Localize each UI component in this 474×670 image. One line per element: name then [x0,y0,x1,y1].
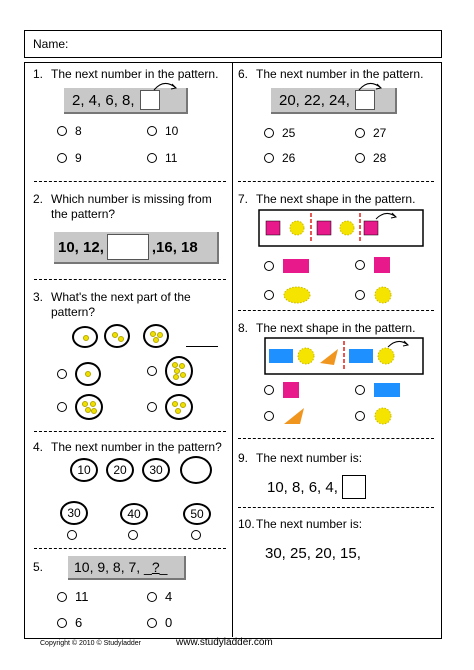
q8-option-a[interactable] [264,381,300,399]
q4-option-a-radio[interactable] [67,530,77,540]
dot [112,332,118,338]
q5-option-d[interactable]: 0 [147,615,172,630]
q4-option-c-radio[interactable] [191,530,201,540]
blue-rectangle-icon [373,382,401,398]
option-circle [165,394,193,420]
q6-option-d[interactable]: 28 [355,151,386,165]
radio-button[interactable] [264,153,274,163]
radio-button[interactable] [57,153,67,163]
dot [175,408,181,414]
radio-button[interactable] [57,126,67,136]
divider [34,431,226,432]
radio-button[interactable] [147,126,157,136]
dot [85,371,91,377]
q3-option-d[interactable] [147,394,193,420]
q4-option-circle-c: 50 [183,503,211,525]
dot [83,335,89,341]
q8-option-c[interactable] [264,406,306,426]
q8-option-b[interactable] [355,382,401,398]
divider [238,181,434,182]
q6-option-b[interactable]: 27 [355,126,386,140]
divider [34,548,226,549]
yellow-circle-icon [373,406,393,426]
q4-option-circle-b: 40 [120,503,148,525]
question-10: 10.The next number is: [238,517,363,531]
radio-button[interactable] [57,592,67,602]
q1-sequence-band: 2, 4, 6, 8, [64,88,188,114]
sequence-circle: 30 [142,458,170,482]
q10-sequence: 30, 25, 20, 15, [265,545,361,562]
q5-sequence-band: 10, 9, 8, 7, _ ? _ [68,556,186,580]
question-8: 8. The next shape in the pattern. [238,321,416,335]
option-circle [165,356,193,386]
magenta-rectangle-icon [282,258,310,274]
dot [180,402,186,408]
radio-button[interactable] [147,618,157,628]
dot [153,337,159,343]
magenta-square-icon [282,381,300,399]
radio-button[interactable] [147,153,157,163]
question-3: 3. What's the next part of the pattern? [33,290,191,319]
radio-button[interactable] [264,411,274,421]
radio-button[interactable] [355,260,365,270]
answer-blank-line [186,346,218,347]
q6-answer-box[interactable] [355,90,375,110]
dot [179,363,185,369]
pattern-circle-2 [104,324,130,348]
q4-option-b-radio[interactable] [128,530,138,540]
q7-option-d[interactable] [355,285,393,305]
divider [238,438,434,439]
question-2: 2. Which number is missing from the pattern? [33,192,212,221]
yellow-circle-icon [373,285,393,305]
radio-button[interactable] [57,369,67,379]
q7-option-b[interactable] [355,256,391,274]
question-6: 6. The next number in the pattern. [238,67,424,81]
q9-sequence: 10, 8, 6, 4, [267,475,366,499]
q8-option-d[interactable] [355,406,393,426]
q2-answer-box[interactable] [107,234,149,260]
radio-button[interactable] [264,128,274,138]
option-circle [75,362,101,386]
q1-answer-box[interactable] [140,90,160,110]
q4-option-circle-a: 30 [60,501,88,525]
sequence-circle: 10 [70,458,98,482]
sequence-circle: 20 [106,458,134,482]
q5-option-c[interactable]: 6 [57,615,82,630]
q8-shape-pattern [264,337,424,375]
name-field[interactable] [24,30,442,58]
radio-button[interactable] [147,402,157,412]
radio-button[interactable] [355,153,365,163]
question-7: 7. The next shape in the pattern. [238,192,416,206]
radio-button[interactable] [147,366,157,376]
q6-option-a[interactable]: 25 [264,126,295,140]
q5-option-a[interactable]: 11 [57,589,89,604]
q5-missing-mark: ? [151,559,160,575]
q7-shape-pattern [258,209,424,247]
q1-option-c[interactable]: 9 [57,151,82,165]
q2-sequence-band: 10, 12, ,16, 18 [54,232,219,264]
radio-button[interactable] [264,290,274,300]
divider [34,181,226,182]
q3-option-b[interactable] [147,356,193,386]
radio-button[interactable] [57,618,67,628]
pattern-circle-3 [143,324,169,348]
dot [172,401,178,407]
divider [34,279,226,280]
option-circle [75,394,103,420]
q3-option-c[interactable] [57,394,103,420]
q6-sequence-band: 20, 22, 24, [271,88,397,114]
radio-button[interactable] [147,592,157,602]
divider [238,310,434,311]
divider [238,507,434,508]
question-4: 4. The next number in the pattern? [33,440,222,454]
q1-arrow-icon [152,80,180,92]
radio-button[interactable] [264,261,274,271]
radio-button[interactable] [355,385,365,395]
dot [180,372,186,378]
q1-option-a[interactable]: 8 [57,124,82,138]
magenta-square-icon [373,256,391,274]
q7-option-c[interactable] [264,286,312,304]
radio-button[interactable] [355,411,365,421]
q6-arrow-icon [357,80,385,92]
copyright-text: Copyright © 2010 © Studyladder [40,640,141,647]
question-1: 1. The next number in the pattern. [33,67,219,81]
radio-button[interactable] [355,128,365,138]
q1-option-b[interactable]: 10 [147,124,178,138]
column-divider [232,62,233,637]
name-label: Name: [33,37,69,51]
radio-button[interactable] [355,290,365,300]
yellow-oval-icon [282,286,312,304]
q3-option-a[interactable] [57,362,101,386]
dot [118,336,124,342]
q1-option-d[interactable]: 11 [147,151,177,165]
dot [173,374,179,380]
dot [90,401,96,407]
pattern-circle-1 [72,326,98,348]
orange-triangle-icon [282,406,306,426]
radio-button[interactable] [57,402,67,412]
q7-option-a[interactable] [264,258,310,274]
site-url: www.studyladder.com [176,637,273,648]
q9-answer-box[interactable] [342,475,366,499]
answer-circle[interactable] [180,456,212,484]
question-5: 5. [33,560,44,574]
q6-option-c[interactable]: 26 [264,151,295,165]
radio-button[interactable] [264,385,274,395]
q5-option-b[interactable]: 4 [147,589,172,604]
question-9: 9. The next number is: [238,451,363,465]
dot [91,408,97,414]
